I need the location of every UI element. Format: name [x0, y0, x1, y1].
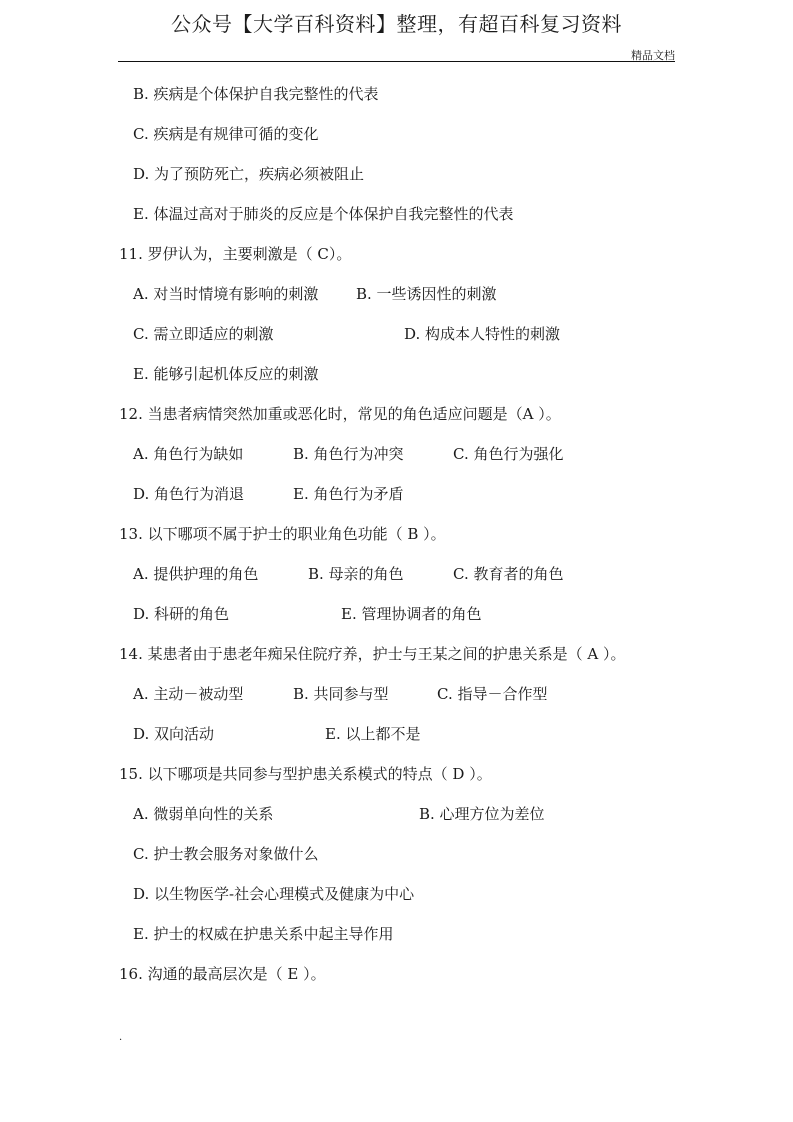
- answer-option: D. 科研的角色: [133, 605, 230, 623]
- answer-option: D. 双向活动: [133, 725, 215, 743]
- page-header-title: 公众号【大学百科资料】整理，有超百科复习资料: [171, 12, 622, 36]
- answer-option: C. 角色行为强化: [453, 445, 564, 463]
- answer-option: E. 以上都不是: [325, 725, 421, 743]
- question-stem: 13. 以下哪项不属于护士的职业角色功能（ B ）。: [119, 525, 446, 543]
- answer-option: D. 为了预防死亡，疾病必须被阻止: [133, 165, 365, 183]
- answer-option: C. 需立即适应的刺激: [133, 325, 274, 343]
- answer-option: A. 提供护理的角色: [133, 565, 259, 583]
- answer-option: A. 角色行为缺如: [133, 445, 244, 463]
- answer-option: A. 对当时情境有影响的刺激: [133, 285, 319, 303]
- answer-option: E. 能够引起机体反应的刺激: [133, 365, 319, 383]
- document-tag: 精品文档: [631, 49, 675, 62]
- answer-option: C. 教育者的角色: [453, 565, 564, 583]
- answer-option: E. 护士的权威在护患关系中起主导作用: [133, 925, 394, 943]
- question-stem: 14. 某患者由于患老年痴呆住院疗养，护士与王某之间的护患关系是（ A ）。: [119, 645, 626, 663]
- answer-option: B. 心理方位为差位: [419, 805, 545, 823]
- answer-option: B. 一些诱因性的刺激: [356, 285, 497, 303]
- answer-option: B. 疾病是个体保护自我完整性的代表: [133, 85, 379, 103]
- answer-option: C. 护士教会服务对象做什么: [133, 845, 319, 863]
- footer-mark: .: [119, 1032, 123, 1043]
- question-stem: 12. 当患者病情突然加重或恶化时，常见的角色适应问题是（A ）。: [119, 405, 561, 423]
- answer-option: E. 体温过高对于肺炎的反应是个体保护自我完整性的代表: [133, 205, 514, 223]
- header-divider: [118, 61, 675, 62]
- answer-option: E. 管理协调者的角色: [341, 605, 482, 623]
- answer-option: B. 共同参与型: [293, 685, 389, 703]
- question-stem: 15. 以下哪项是共同参与型护患关系模式的特点（ D ）。: [119, 765, 492, 783]
- answer-option: C. 疾病是有规律可循的变化: [133, 125, 319, 143]
- answer-option: B. 母亲的角色: [308, 565, 404, 583]
- answer-option: C. 指导－合作型: [437, 685, 548, 703]
- answer-option: D. 以生物医学-社会心理模式及健康为中心: [133, 885, 415, 903]
- answer-option: E. 角色行为矛盾: [293, 485, 404, 503]
- question-stem: 11. 罗伊认为，主要刺激是（ C）。: [119, 245, 352, 263]
- answer-option: B. 角色行为冲突: [293, 445, 404, 463]
- answer-option: D. 角色行为消退: [133, 485, 245, 503]
- answer-option: A. 主动－被动型: [133, 685, 244, 703]
- question-stem: 16. 沟通的最高层次是（ E ）。: [119, 965, 326, 983]
- answer-option: D. 构成本人特性的刺激: [404, 325, 561, 343]
- answer-option: A. 微弱单向性的关系: [133, 805, 274, 823]
